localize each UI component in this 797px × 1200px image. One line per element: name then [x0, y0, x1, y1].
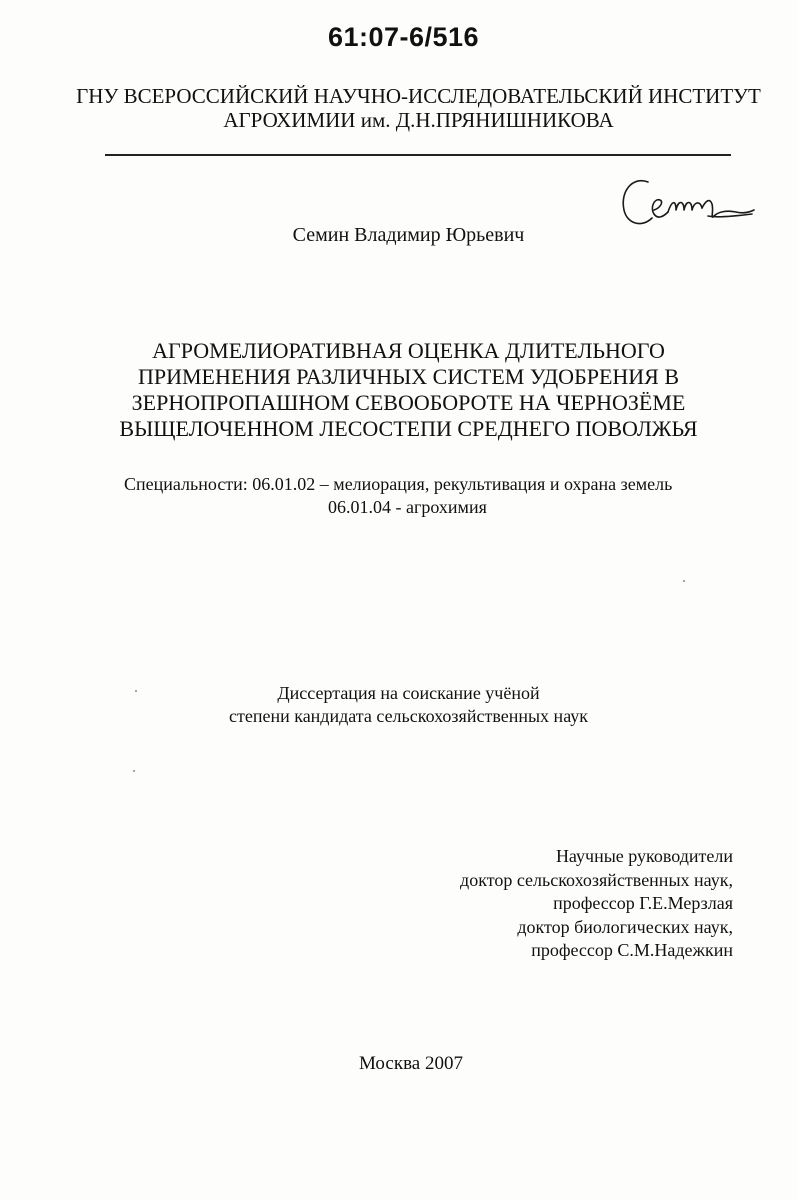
header-divider [105, 154, 731, 156]
institute-line-2: АГРОХИМИИ им. Д.Н.ПРЯНИШНИКОВА [223, 108, 614, 132]
title-line: ВЫЩЕЛОЧЕННОМ ЛЕСОСТЕПИ СРЕДНЕГО ПОВОЛЖЬЯ [119, 416, 698, 441]
supervisor-line: профессор С.М.Надежкин [531, 940, 733, 960]
supervisor-line: профессор Г.Е.Мерзлая [553, 893, 733, 913]
city-year: Москва 2007 [359, 1053, 463, 1074]
degree-statement [0, 682, 797, 728]
scan-speck [683, 580, 685, 582]
supervisor-line: доктор сельскохозяйственных наук, [460, 869, 733, 890]
degree-line-1: Диссертация на соискание учёной [277, 683, 540, 703]
dissertation-title [0, 338, 797, 442]
supervisor-line: доктор биологических наук, [517, 916, 733, 937]
degree-line-2: степени кандидата сельскохозяйственных наук [228, 706, 589, 726]
catalog-number: 61:07-6/516 [327, 22, 480, 52]
scan-speck [135, 690, 137, 692]
specialty-line-2: 06.01.04 - агрохимия [328, 497, 487, 517]
supervisors-heading: Научные руководители [555, 846, 733, 866]
supervisors-block [460, 845, 733, 963]
title-line: ЗЕРНОПРОПАШНОМ СЕВООБОРОТЕ НА ЧЕРНОЗЁМЕ [131, 390, 686, 415]
scan-speck [133, 770, 135, 772]
title-line: ПРИМЕНЕНИЯ РАЗЛИЧНЫХ СИСТЕМ УДОБРЕНИЯ В [137, 364, 680, 389]
author-name: Семин Владимир Юрьевич [292, 224, 525, 246]
institute-line-1: ГНУ ВСЕРОССИЙСКИЙ НАУЧНО-ИССЛЕДОВАТЕЛЬСКИЙ ИНСТИТУТ [76, 84, 761, 108]
institute-name [0, 84, 797, 132]
title-line: АГРОМЕЛИОРАТИВНАЯ ОЦЕНКА ДЛИТЕЛЬНОГО [152, 338, 665, 363]
specialty-line-1: Специальности: 06.01.02 – мелиорация, рекультивация и охрана земель [124, 474, 673, 494]
